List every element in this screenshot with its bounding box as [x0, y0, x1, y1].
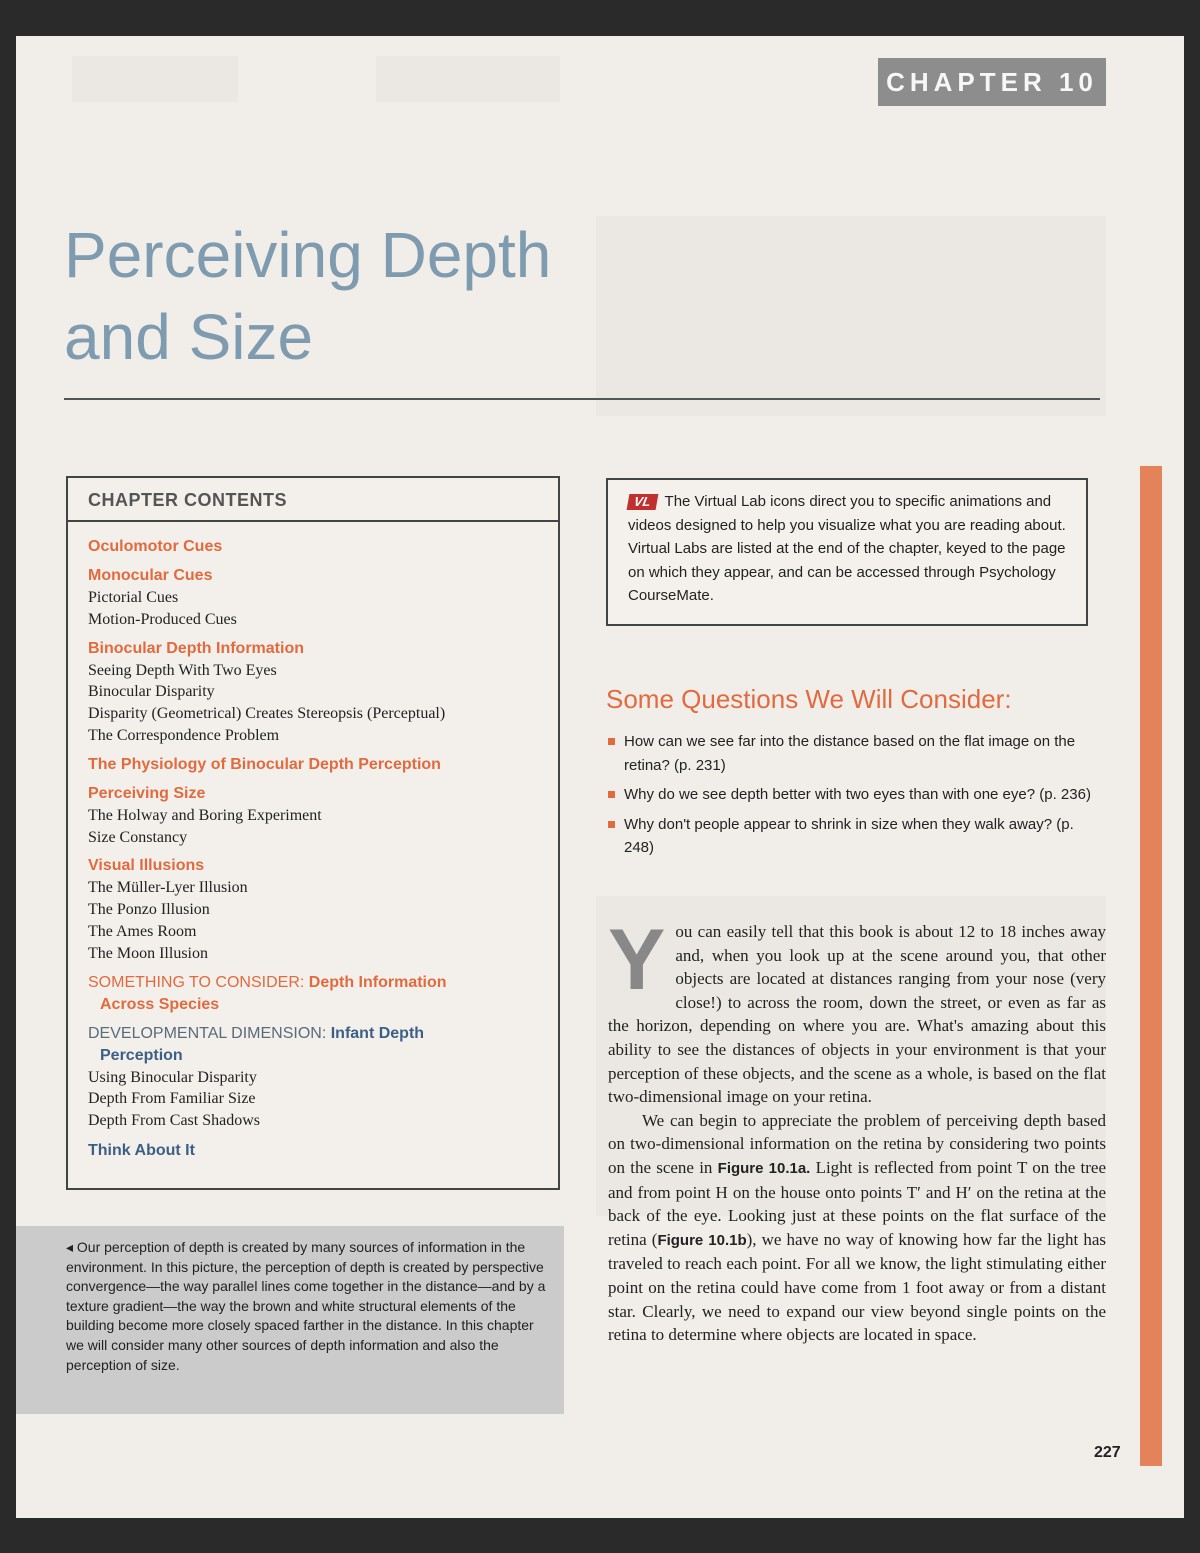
body-text-run: ), we have no way of knowing how far the light has traveled to reach each point. For all we know, the light stimulating either point on the retina could have come from 1 foot away or from a distant star. Clearly, we need to expand our view beyond single points on the retina to determine where objects are located in space.: [608, 1229, 1106, 1345]
question-text: Why don't people appear to shrink in size when they walk away? (p. 248): [624, 815, 1074, 856]
questions-list: [608, 730, 1098, 866]
drop-cap: Y: [608, 912, 666, 1008]
body-text: [608, 912, 1106, 1347]
toc-item: Size Constancy: [88, 828, 188, 846]
toc-item: The Ponzo Illusion: [88, 901, 210, 919]
chapter-contents-box: [66, 476, 560, 1190]
toc-item: The Correspondence Problem: [88, 726, 280, 744]
toc-heading: The Physiology of Binocular Depth Perception: [88, 755, 441, 773]
body-text-run: Light is reflected from point T on the tree and from point H on the house onto points T′ and H′ on the retina at the back of the eye. Looking just at these points on the flat surface of the retina (: [608, 1157, 1106, 1249]
page-number: 227: [1094, 1444, 1121, 1461]
questions-heading: Some Questions We Will Consider:: [606, 684, 1012, 714]
figure-reference: Figure 10.1a.: [717, 1159, 811, 1177]
title-line-1: Perceiving Depth: [64, 219, 552, 291]
figure-reference: Figure 10.1b: [657, 1231, 747, 1249]
page-edge-accent-bar: [1140, 466, 1162, 1466]
page-title: [64, 214, 551, 378]
question-text: How can we see far into the distance based on the flat image on the retina? (p. 231): [624, 733, 1076, 774]
toc-heading-title: Depth Information: [308, 973, 447, 991]
square-bullet-icon: [608, 821, 615, 828]
toc-item: Pictorial Cues: [88, 589, 179, 606]
toc-heading-developmental-dimension: [88, 1023, 558, 1067]
bleed-through-shape: [596, 216, 1106, 416]
toc-item: The Holway and Boring Experiment: [88, 806, 322, 824]
title-divider: [64, 398, 1100, 400]
toc-heading: Binocular Depth Information: [88, 639, 304, 657]
virtual-lab-text: The Virtual Lab icons direct you to specific animations and videos designed to help you visualize what you are reading about. Virtual Labs are listed at the end of the chapter, keyed to the page on which they appear, and can be accessed through Psychology CourseMate.: [628, 493, 1066, 605]
toc-item: The Moon Illusion: [88, 944, 208, 962]
question-item: [608, 813, 1098, 860]
toc-heading-title-continued: Across Species: [100, 995, 220, 1013]
toc-heading-lead: SOMETHING TO CONSIDER:: [88, 973, 305, 991]
body-text-run: We can begin to appreciate the problem of perceiving depth based on two-dimensional information on the retina by considering two points on the scene in: [608, 1110, 1106, 1177]
toc-heading-think-about-it: Think About It: [88, 1141, 195, 1159]
body-paragraph-2: [608, 1109, 1106, 1347]
virtual-lab-icon: VL: [627, 494, 658, 510]
virtual-lab-note: [628, 490, 1072, 608]
chapter-contents-header: CHAPTER CONTENTS: [68, 478, 558, 522]
body-paragraph-1-text: ou can easily tell that this book is about 12 to 18 inches away and, when you look up at the scene around you, that other objects are located at distances ranging from your nose (very close!) to across the room, down the street, or even as far as the horizon, depending on where you are. What's amazing about this ability to see the distances of objects in your environment is that your perception of these objects, and the scene as a whole, is based on the flat two-dimensional image on your retina.: [608, 922, 1106, 1107]
toc-heading: Perceiving Size: [88, 784, 206, 802]
toc-heading-something-to-consider: [88, 972, 558, 1016]
toc-item: The Ames Room: [88, 922, 197, 940]
question-item: [608, 730, 1098, 777]
toc-heading: Visual Illusions: [88, 857, 205, 875]
toc-item: Using Binocular Disparity: [88, 1068, 257, 1086]
toc-item: Depth From Cast Shadows: [88, 1112, 260, 1130]
toc-item: Disparity (Geometrical) Creates Stereopsis (Perceptual): [88, 705, 446, 723]
toc-heading: Monocular Cues: [88, 567, 213, 584]
bleed-through-shape: [72, 56, 238, 102]
square-bullet-icon: [608, 738, 615, 745]
photo-caption: ◂ Our perception of depth is created by many sources of information in the environment. In this picture, the perception of depth is created by perspective convergence—the way parallel lines come together in the distance—and by a texture gradient—the way the brown and white structural elements of the building become more closely spaced farther in the distance. In this chapter we will consider many other sources of depth information and also the perception of size.: [66, 1239, 546, 1373]
toc-heading-title: Infant Depth: [330, 1024, 425, 1042]
bleed-through-shape: [376, 56, 560, 102]
table-of-contents: [68, 522, 558, 1162]
question-text: Why do we see depth better with two eyes than with one eye? (p. 236): [624, 786, 1091, 803]
body-paragraph-1: [608, 912, 1106, 1109]
toc-item: Motion-Produced Cues: [88, 610, 237, 628]
toc-item: Depth From Familiar Size: [88, 1090, 256, 1108]
toc-item: Seeing Depth With Two Eyes: [88, 661, 277, 679]
toc-heading-lead: DEVELOPMENTAL DIMENSION:: [88, 1024, 327, 1042]
question-item: [608, 783, 1098, 807]
toc-item: The Müller-Lyer Illusion: [88, 879, 248, 897]
square-bullet-icon: [608, 791, 615, 798]
virtual-lab-note-box: [606, 478, 1088, 626]
toc-heading-title-continued: Perception: [100, 1046, 183, 1064]
book-page: [16, 36, 1184, 1518]
title-line-2: and Size: [64, 301, 314, 373]
chapter-label: CHAPTER 10: [878, 58, 1106, 106]
toc-heading: Oculomotor Cues: [88, 538, 223, 555]
toc-item: Binocular Disparity: [88, 683, 215, 701]
